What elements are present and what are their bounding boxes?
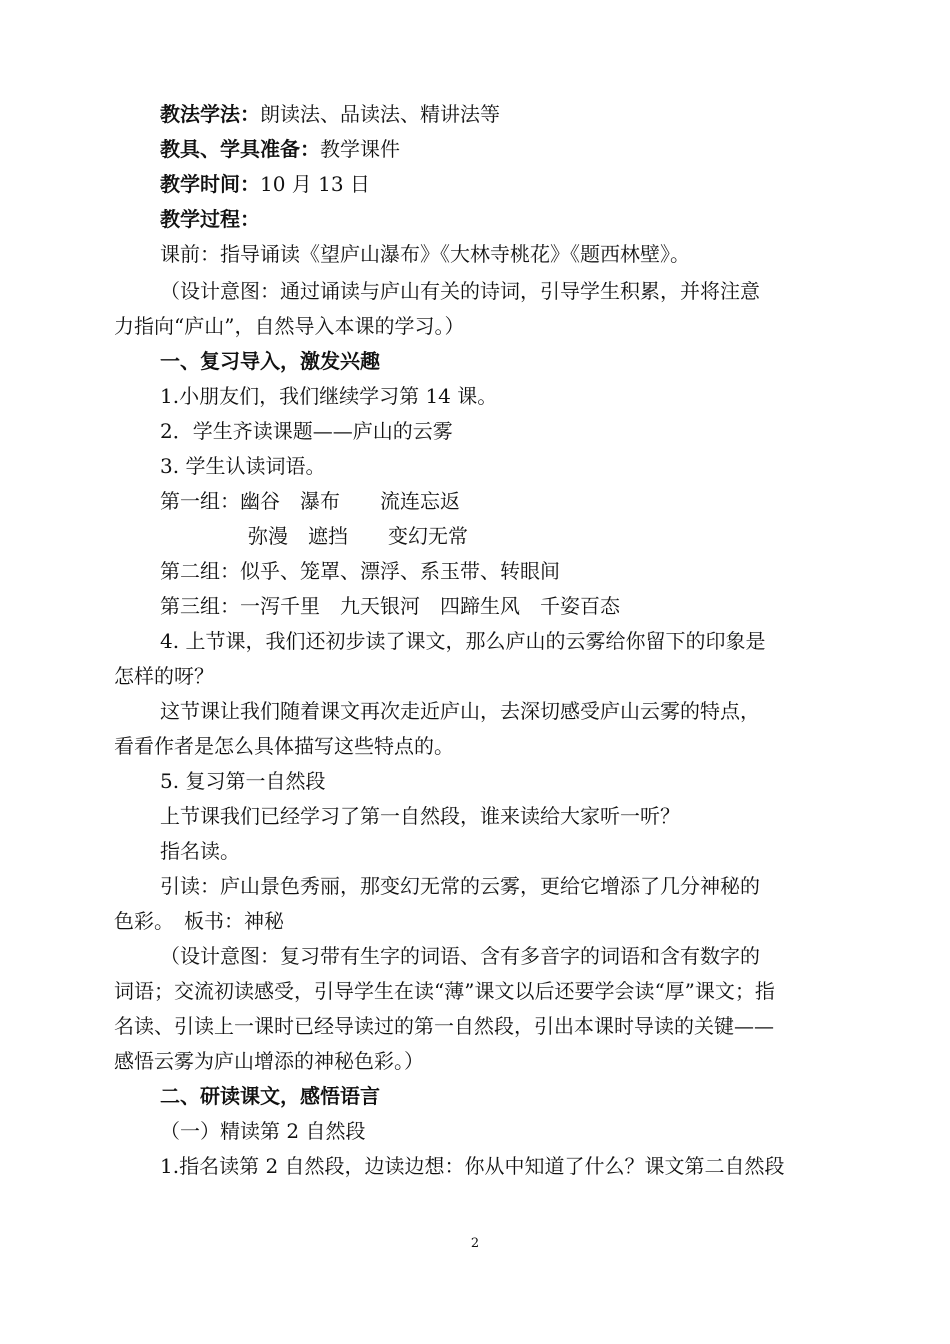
paragraph-line: 1.小朋友们，我们继续学习第 14 课。	[160, 384, 498, 408]
paragraph-line: （一）精读第 2 自然段	[160, 1119, 366, 1143]
paragraph-line: 力指向“庐山”，自然导入本课的学习。）	[114, 314, 465, 338]
paragraph-line: 引读：庐山景色秀丽，那变幻无常的云雾，更给它增添了几分神秘的	[160, 874, 760, 898]
teaching-time-line	[160, 170, 370, 198]
page-number: 2	[470, 1236, 480, 1251]
paragraph-line: 这节课让我们随着课文再次走近庐山，去深切感受庐山云雾的特点，	[160, 699, 760, 723]
section-heading-1: 一、复习导入，激发兴趣	[160, 349, 380, 373]
teaching-time-value: 10 月 13 日	[260, 172, 370, 196]
paragraph-line: 指名读。	[160, 839, 240, 863]
paragraph-line: 上节课我们已经学习了第一自然段，谁来读给大家听一听？	[160, 804, 680, 828]
teaching-tools-line	[160, 135, 400, 163]
paragraph-line: 1.指名读第 2 自然段，边读边想：你从中知道了什么？课文第二自然段	[160, 1154, 785, 1178]
paragraph-line: 3. 学生认读词语。	[160, 454, 326, 478]
paragraph-line: 看看作者是怎么具体描写这些特点的。	[114, 734, 454, 758]
teaching-process-heading: 教学过程：	[160, 207, 260, 231]
word-group-2: 第二组：似乎、笼罩、漂浮、系玉带、转眼间	[160, 559, 560, 583]
teaching-methods-label: 教法学法：	[160, 102, 260, 126]
word-group-3: 第三组：一泻千里 九天银河 四蹄生风 千姿百态	[160, 594, 620, 618]
paragraph-line: 名读、引读上一课时已经导读过的第一自然段，引出本课时导读的关键——	[114, 1014, 774, 1038]
paragraph-line: 怎样的呀？	[114, 664, 214, 688]
teaching-methods-value: 朗读法、品读法、精讲法等	[260, 102, 500, 126]
paragraph-line: 词语；交流初读感受，引导学生在读“薄”课文以后还要学会读“厚”课文；指	[114, 979, 775, 1003]
paragraph-line: 2．学生齐读课题——庐山的云雾	[160, 419, 453, 443]
teaching-methods-line	[160, 100, 500, 128]
teaching-time-label: 教学时间：	[160, 172, 260, 196]
paragraph-line: 4. 上节课，我们还初步读了课文，那么庐山的云雾给你留下的印象是	[160, 629, 766, 653]
teaching-tools-label: 教具、学具准备：	[160, 137, 320, 161]
word-group-1: 第一组：幽谷 瀑布 流连忘返	[160, 489, 460, 513]
paragraph-line: （设计意图：通过诵读与庐山有关的诗词，引导学生积累，并将注意	[160, 279, 760, 303]
paragraph-line: 色彩。 板书：神秘	[114, 909, 284, 933]
paragraph-line: 5. 复习第一自然段	[160, 769, 326, 793]
paragraph-line: 课前：指导诵读《望庐山瀑布》《大林寺桃花》《题西林壁》。	[160, 242, 690, 266]
word-group-1-continued: 弥漫 遮挡 变幻无常	[248, 524, 468, 548]
paragraph-line: （设计意图：复习带有生字的词语、含有多音字的词语和含有数字的	[160, 944, 760, 968]
teaching-tools-value: 教学课件	[320, 137, 400, 161]
section-heading-2: 二、研读课文，感悟语言	[160, 1084, 380, 1108]
paragraph-line: 感悟云雾为庐山增添的神秘色彩。）	[114, 1049, 424, 1073]
